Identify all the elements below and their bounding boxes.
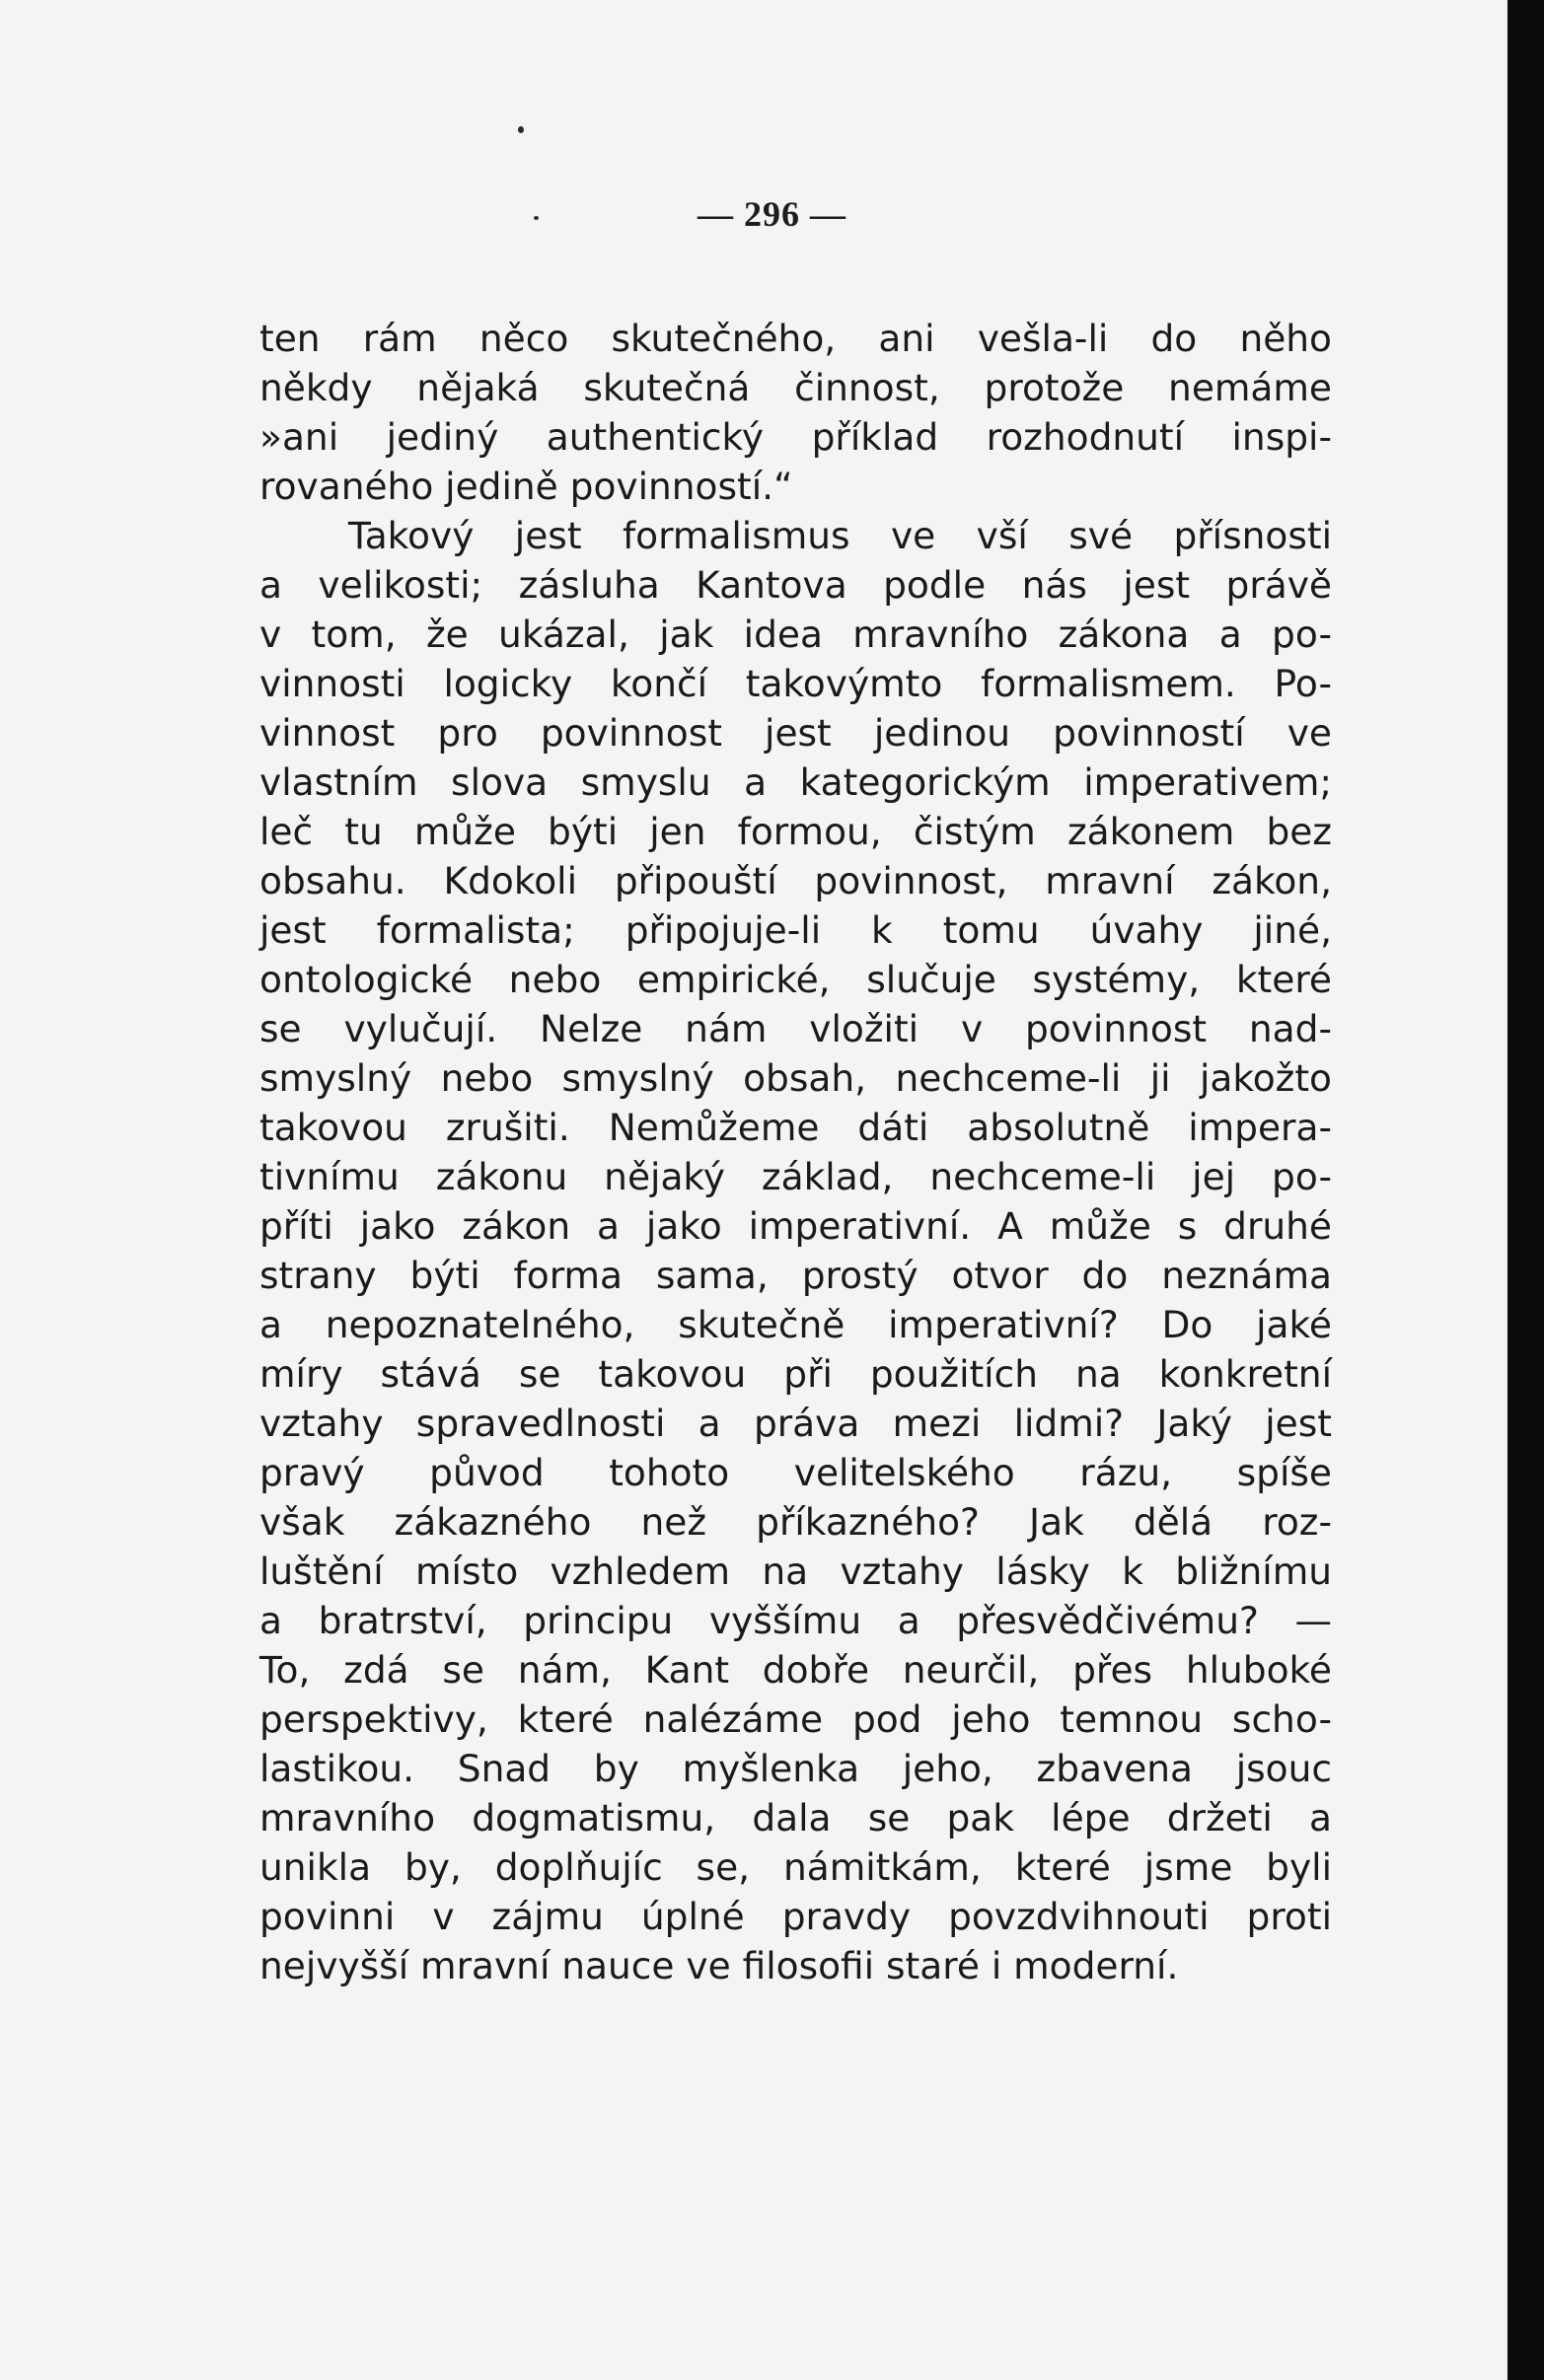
text-line: leč tu může býti jen formou, čistým zákonem bez xyxy=(259,810,1332,853)
text-line: a bratrství, principu vyššímu a přesvědčivému? — xyxy=(259,1599,1332,1642)
text-line: ontologické nebo empirické, slučuje systémy, které xyxy=(259,958,1332,1001)
text-line: Takový jest formalismus ve vší své přísnosti xyxy=(348,514,1332,557)
text-line: a velikosti; zásluha Kantova podle nás jest právě xyxy=(259,563,1332,607)
text-line: luštění místo vzhledem na vztahy lásky k bližnímu xyxy=(259,1550,1332,1593)
text-line: unikla by, doplňujíc se, námitkám, které jsme byli xyxy=(259,1845,1332,1889)
text-line: »ani jediný authentický příklad rozhodnutí inspi- xyxy=(259,415,1332,459)
text-line: smyslný nebo smyslný obsah, nechceme-li ji jakožto xyxy=(259,1056,1332,1100)
scan-speck xyxy=(518,126,524,133)
text-line: vinnost pro povinnost jest jedinou povinností ve xyxy=(259,711,1332,755)
text-line: lastikou. Snad by myšlenka jeho, zbavena jsouc xyxy=(259,1747,1332,1790)
text-line: nejvyšší mravní nauce ve filosofii staré i moderní. xyxy=(259,1944,1179,1987)
text-line: rovaného jedině povinností.“ xyxy=(259,465,793,508)
text-line: a nepoznatelného, skutečně imperativní? Do jaké xyxy=(259,1303,1332,1346)
text-line: takovou zrušiti. Nemůžeme dáti absolutně impera- xyxy=(259,1106,1332,1149)
text-line: míry stává se takovou při použitích na konkretní xyxy=(259,1352,1332,1396)
text-line: To, zdá se nám, Kant dobře neurčil, přes hluboké xyxy=(259,1648,1332,1692)
text-line: strany býti forma sama, prostý otvor do neznáma xyxy=(259,1254,1332,1297)
page-number: — 296 — xyxy=(698,194,846,234)
scan-edge xyxy=(1507,0,1544,2380)
text-line: někdy nějaká skutečná činnost, protože nemáme xyxy=(259,366,1332,409)
text-line: v tom, že ukázal, jak idea mravního zákona a po- xyxy=(259,613,1332,656)
text-line: příti jako zákon a jako imperativní. A může s druhé xyxy=(259,1204,1332,1248)
text-line: jest formalista; připojuje-li k tomu úvahy jiné, xyxy=(259,908,1332,952)
text-line: pravý původ tohoto velitelského rázu, spíše xyxy=(259,1451,1332,1494)
text-line: vinnosti logicky končí takovýmto formalismem. Po- xyxy=(259,662,1332,705)
text-line: tivnímu zákonu nějaký základ, nechceme-li jej po- xyxy=(259,1155,1332,1198)
text-line: obsahu. Kdokoli připouští povinnost, mravní zákon, xyxy=(259,859,1332,902)
text-line: povinni v zájmu úplné pravdy povzdvihnouti proti xyxy=(259,1895,1332,1938)
text-line: vlastním slova smyslu a kategorickým imperativem; xyxy=(259,760,1332,804)
text-line: však zákazného než příkazného? Jak dělá roz- xyxy=(259,1500,1332,1544)
text-line: se vylučují. Nelze nám vložiti v povinnost nad- xyxy=(259,1007,1332,1050)
text-line: perspektivy, které nalézáme pod jeho temnou scho- xyxy=(259,1697,1332,1741)
text-line: mravního dogmatismu, dala se pak lépe držeti a xyxy=(259,1796,1332,1839)
text-line: ten rám něco skutečného, ani vešla-li do něho xyxy=(259,317,1332,360)
text-line: vztahy spravedlnosti a práva mezi lidmi? Jaký jest xyxy=(259,1402,1332,1445)
body-text xyxy=(259,314,1332,1990)
